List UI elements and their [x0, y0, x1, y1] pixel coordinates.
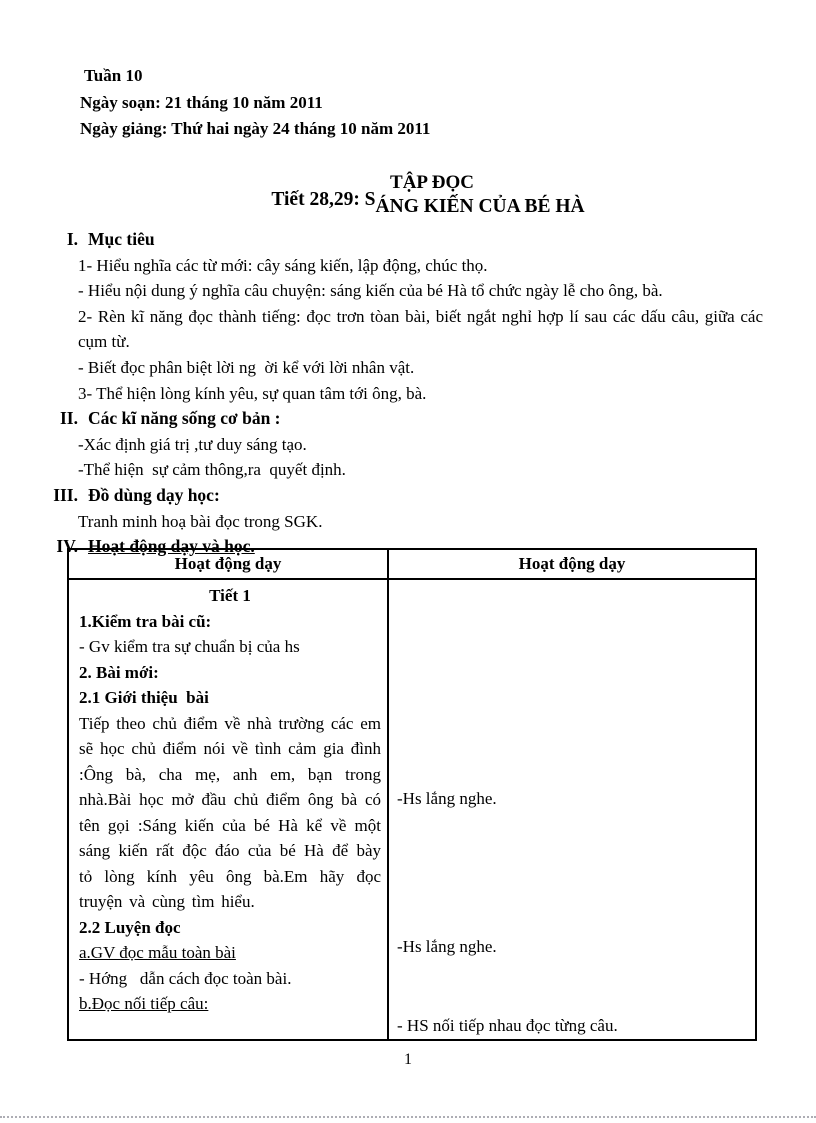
- section-numeral: I.: [66, 229, 78, 249]
- subject-title: TẬP ĐỌC: [390, 172, 474, 193]
- table-header-teaching-activity-right: Hoạt động dạy: [388, 549, 756, 579]
- activities-table: [67, 548, 757, 1041]
- section-label: Các kĩ năng sống cơ bản :: [88, 408, 281, 429]
- lesson-title-rest: ÁNG KIẾN CỦA BÉ HÀ: [375, 196, 585, 217]
- section-line: 3- Thể hiện lòng kính yêu, sự quan tâm tới ông, bà.: [78, 383, 427, 403]
- section-line: 1- Hiểu nghĩa các từ mới: cây sáng kiến, lập động, chúc thọ.: [78, 255, 488, 275]
- reading-guidance-line: - Hớng dẫn cách đọc toàn bài.: [79, 968, 292, 988]
- document-header: [80, 63, 430, 143]
- teacher-activity-content: [69, 580, 387, 1017]
- student-response-listening-1: -Hs lắng nghe.: [397, 789, 497, 808]
- reading-practice-heading: 2.2 Luyện đọc: [79, 917, 181, 937]
- lesson-number-prefix: Tiết 28,29: S: [271, 189, 376, 210]
- section-heading-2: [40, 406, 763, 432]
- check-old-lesson-heading: 1.Kiểm tra bài cũ:: [79, 611, 212, 631]
- table-body-row: [68, 579, 756, 1040]
- section-numeral: IV.: [56, 536, 78, 557]
- teacher-model-reading-line: a.GV đọc mẫu toàn bài: [79, 943, 236, 962]
- period-label: Tiết 1: [209, 586, 251, 605]
- section-line: Tranh minh hoạ bài đọc trong SGK.: [78, 511, 323, 531]
- section-line: -Xác định giá trị ,tư duy sáng tạo.: [78, 434, 307, 454]
- section-label: Đồ dùng dạy học:: [88, 484, 220, 505]
- student-response-reading: - HS nối tiếp nhau đọc từng câu.: [397, 1016, 618, 1035]
- section-label: Mục tiêu: [88, 229, 155, 249]
- section-line: 2- Rèn kĩ năng đọc thành tiếng: đọc trơn tòan bài, biết ngắt nghỉ hợp lí sau các dấu câu, giữa các cụm từ.: [78, 306, 768, 352]
- page-number: 1: [404, 1051, 412, 1068]
- section-heading-3: [40, 483, 763, 509]
- bottom-dotted-divider: [0, 1116, 816, 1118]
- sections-block: [40, 227, 768, 560]
- section-numeral: III.: [53, 484, 78, 505]
- table-header-row: [68, 549, 756, 579]
- introduction-paragraph: Tiếp theo chủ điểm về nhà trường các em sẽ học chủ điểm nói về tình cảm gia đình :Ông bà, cha mẹ, anh em, bạn trong nhà.Bài học mở đầu chủ điểm ông bà có tên gọi :Sáng kiến của bé Hà kể về một sáng kiến rất độc đáo của bé Hà để bày tỏ lòng kính yêu ông bà.Em hãy đọc truyện và cùng tìm hiểu.: [79, 713, 381, 911]
- new-lesson-heading: 2. Bài mới:: [79, 662, 159, 682]
- date-prepared-line: Ngày soạn: 21 tháng 10 năm 2011: [80, 92, 323, 112]
- activities-table-wrap: [67, 548, 757, 1041]
- student-response-listening-2: -Hs lắng nghe.: [397, 937, 497, 956]
- section-heading-1: [40, 227, 763, 253]
- section-numeral: II.: [60, 408, 78, 429]
- section-label: Hoạt động dạy và học.: [88, 536, 255, 557]
- section-line: - Hiểu nội dung ý nghĩa câu chuyện: sáng kiến của bé Hà tổ chức ngày lễ cho ông, bà.: [78, 281, 663, 301]
- section-line: - Biết đọc phân biệt lời ng ời kể với lời nhân vật.: [78, 357, 415, 377]
- check-old-lesson-line: - Gv kiểm tra sự chuẩn bị của hs: [79, 637, 300, 656]
- week-line: Tuần 10: [84, 66, 143, 85]
- section-line: -Thể hiện sự cảm thông,ra quyết định.: [78, 460, 346, 480]
- table-header-teaching-activity-left: Hoạt động dạy: [68, 549, 388, 579]
- teacher-activity-cell: [68, 579, 388, 1040]
- student-activity-cell: [388, 579, 756, 1040]
- lesson-title: [0, 189, 816, 220]
- title-block: [0, 172, 816, 220]
- introduce-lesson-heading: 2.1 Giới thiệu bài: [79, 688, 209, 707]
- date-taught-line: Ngày giảng: Thứ hai ngày 24 tháng 10 năm 2011: [80, 119, 431, 138]
- sentence-reading-heading: b.Đọc nối tiếp câu:: [79, 994, 209, 1013]
